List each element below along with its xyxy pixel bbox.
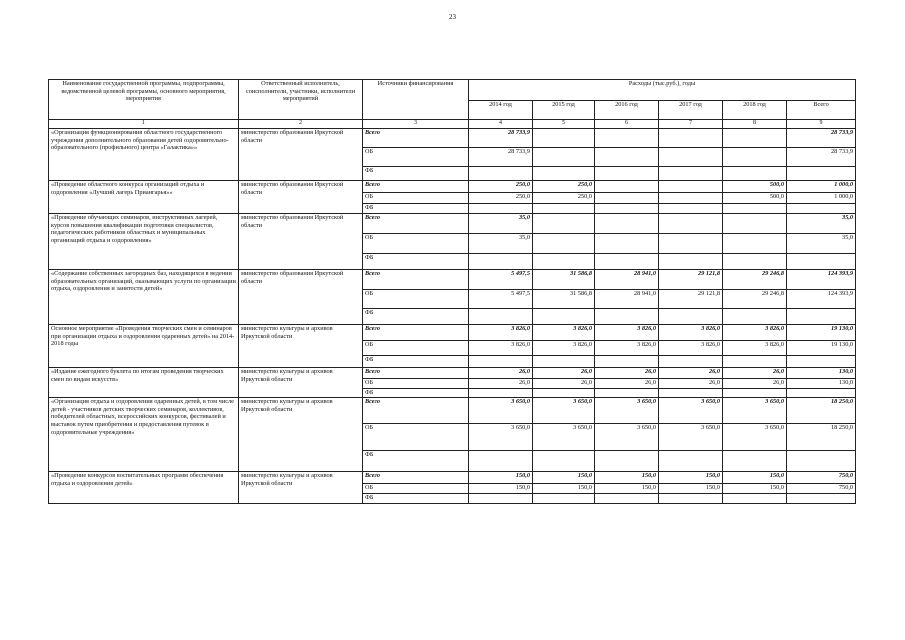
year-value: 3 650,0 bbox=[595, 424, 659, 451]
year-value bbox=[659, 193, 723, 204]
year-value bbox=[659, 214, 723, 234]
funding-source: ОБ bbox=[363, 379, 469, 389]
year-value: 26,0 bbox=[533, 379, 595, 389]
column-number: 3 bbox=[363, 120, 469, 129]
year-value: 35,0 bbox=[469, 214, 533, 234]
year-value bbox=[469, 494, 533, 504]
year-value: 29 121,8 bbox=[659, 270, 723, 290]
year-value bbox=[595, 494, 659, 504]
year-value bbox=[595, 356, 659, 368]
year-value: 3 826,0 bbox=[659, 341, 723, 356]
total-value bbox=[787, 451, 856, 472]
year-value: 150,0 bbox=[469, 472, 533, 484]
year-value bbox=[595, 234, 659, 254]
year-value: 3 826,0 bbox=[533, 341, 595, 356]
year-value: 5 497,5 bbox=[469, 290, 533, 309]
funding-source: ФБ bbox=[363, 494, 469, 504]
year-value bbox=[533, 309, 595, 325]
header-total: Всего bbox=[787, 101, 856, 120]
funding-source: Всего bbox=[363, 214, 469, 234]
measure-name: «Организация функционирования областного государственного учреждения дополнительного образования детей оздоровительно-образовательного (профильного) центра «Галактика»» bbox=[49, 129, 239, 181]
header-year: 2018 год bbox=[723, 101, 787, 120]
year-value: 26,0 bbox=[723, 368, 787, 379]
total-value: 28 733,9 bbox=[787, 148, 856, 167]
funding-source: Всего bbox=[363, 325, 469, 341]
table-row bbox=[49, 398, 856, 424]
funding-source: ОБ bbox=[363, 290, 469, 309]
total-value: 18 250,0 bbox=[787, 398, 856, 424]
funding-source: ОБ bbox=[363, 234, 469, 254]
measure-name: «Проведение областного конкурса организаций отдыха и оздоровления «Лучший лагерь Приангарья»» bbox=[49, 181, 239, 214]
year-value bbox=[469, 309, 533, 325]
year-value bbox=[595, 167, 659, 181]
year-value: 250,0 bbox=[533, 193, 595, 204]
year-value bbox=[723, 234, 787, 254]
year-value: 150,0 bbox=[659, 484, 723, 494]
year-value bbox=[723, 451, 787, 472]
year-value: 3 826,0 bbox=[723, 341, 787, 356]
responsible-executor: министерство образования Иркутской области bbox=[239, 181, 363, 214]
year-value: 3 826,0 bbox=[469, 341, 533, 356]
year-value bbox=[595, 148, 659, 167]
header-expenses: Расходы (тыс.руб.), годы bbox=[469, 80, 856, 101]
total-value bbox=[787, 494, 856, 504]
responsible-executor: министерство культуры и архивов Иркутской области bbox=[239, 368, 363, 398]
year-value bbox=[595, 214, 659, 234]
year-value bbox=[723, 167, 787, 181]
year-value bbox=[469, 254, 533, 270]
header-year: 2015 год bbox=[533, 101, 595, 120]
total-value: 35,0 bbox=[787, 214, 856, 234]
total-value: 124 393,9 bbox=[787, 290, 856, 309]
year-value bbox=[723, 214, 787, 234]
table-row bbox=[49, 325, 856, 341]
year-value: 150,0 bbox=[723, 472, 787, 484]
year-value: 3 650,0 bbox=[533, 398, 595, 424]
year-value bbox=[659, 389, 723, 398]
year-value: 150,0 bbox=[595, 472, 659, 484]
total-value bbox=[787, 356, 856, 368]
total-value: 124 393,9 bbox=[787, 270, 856, 290]
year-value bbox=[659, 451, 723, 472]
year-value bbox=[659, 167, 723, 181]
year-value: 3 650,0 bbox=[723, 424, 787, 451]
total-value: 18 250,0 bbox=[787, 424, 856, 451]
total-value: 1 000,0 bbox=[787, 193, 856, 204]
year-value: 150,0 bbox=[533, 484, 595, 494]
year-value: 3 826,0 bbox=[595, 341, 659, 356]
column-number: 6 bbox=[595, 120, 659, 129]
year-value: 35,0 bbox=[469, 234, 533, 254]
year-value: 3 650,0 bbox=[533, 424, 595, 451]
expenses-table bbox=[48, 79, 856, 504]
header-name: Наименование государственной программы, подпрограммы, ведомственной целевой программы, основного мероприятия, мероприятия bbox=[49, 80, 239, 120]
year-value bbox=[533, 148, 595, 167]
year-value bbox=[469, 356, 533, 368]
measure-name: «Организация отдыха и оздоровления одаренных детей, в том числе детей - участников детских творческих семинаров, коллективов, победителей областных, всероссийских конкурсов, фестивалей и выставок путем приобретения и предоставления путевок в оздоровительные учреждения» bbox=[49, 398, 239, 472]
year-value bbox=[469, 204, 533, 214]
funding-source: Всего bbox=[363, 129, 469, 148]
total-value bbox=[787, 309, 856, 325]
year-value: 26,0 bbox=[469, 368, 533, 379]
year-value: 3 650,0 bbox=[469, 398, 533, 424]
measure-name: «Проведение конкурсов воспитательных программ обеспечения отдыха и оздоровления детей» bbox=[49, 472, 239, 504]
year-value bbox=[659, 148, 723, 167]
year-value bbox=[533, 204, 595, 214]
year-value bbox=[533, 129, 595, 148]
year-value: 3 650,0 bbox=[595, 398, 659, 424]
header-year: 2014 год bbox=[469, 101, 533, 120]
responsible-executor: министерство образования Иркутской области bbox=[239, 270, 363, 325]
year-value bbox=[723, 254, 787, 270]
header-responsible: Ответственный исполнитель, соисполнители, участники, исполнители мероприятий bbox=[239, 80, 363, 120]
year-value: 28 941,0 bbox=[595, 270, 659, 290]
year-value bbox=[659, 204, 723, 214]
year-value bbox=[533, 494, 595, 504]
year-value bbox=[659, 254, 723, 270]
year-value: 31 586,8 bbox=[533, 290, 595, 309]
table-row bbox=[49, 129, 856, 148]
total-value bbox=[787, 204, 856, 214]
year-value bbox=[595, 181, 659, 193]
funding-source: Всего bbox=[363, 270, 469, 290]
year-value bbox=[659, 181, 723, 193]
year-value: 28 733,9 bbox=[469, 129, 533, 148]
year-value: 3 826,0 bbox=[595, 325, 659, 341]
year-value bbox=[469, 389, 533, 398]
year-value bbox=[595, 204, 659, 214]
total-value bbox=[787, 389, 856, 398]
column-number: 2 bbox=[239, 120, 363, 129]
header-year: 2017 год bbox=[659, 101, 723, 120]
funding-source: ФБ bbox=[363, 167, 469, 181]
year-value: 150,0 bbox=[469, 484, 533, 494]
year-value bbox=[595, 389, 659, 398]
year-value bbox=[595, 193, 659, 204]
total-value bbox=[787, 254, 856, 270]
table-row bbox=[49, 270, 856, 290]
funding-source: ОБ bbox=[363, 341, 469, 356]
year-value: 3 826,0 bbox=[659, 325, 723, 341]
year-value bbox=[723, 309, 787, 325]
total-value: 28 733,9 bbox=[787, 129, 856, 148]
year-value bbox=[723, 494, 787, 504]
year-value: 250,0 bbox=[469, 193, 533, 204]
year-value bbox=[533, 167, 595, 181]
year-value bbox=[659, 234, 723, 254]
header-year: 2016 год bbox=[595, 101, 659, 120]
year-value bbox=[533, 214, 595, 234]
funding-source: ФБ bbox=[363, 309, 469, 325]
year-value bbox=[723, 204, 787, 214]
funding-source: Всего bbox=[363, 368, 469, 379]
year-value: 250,0 bbox=[469, 181, 533, 193]
funding-source: Всего bbox=[363, 398, 469, 424]
total-value: 35,0 bbox=[787, 234, 856, 254]
total-value bbox=[787, 167, 856, 181]
column-number: 5 bbox=[533, 120, 595, 129]
year-value: 26,0 bbox=[723, 379, 787, 389]
year-value: 26,0 bbox=[659, 379, 723, 389]
column-number: 7 bbox=[659, 120, 723, 129]
page-number: 23 bbox=[449, 13, 456, 21]
year-value: 150,0 bbox=[659, 472, 723, 484]
year-value: 3 650,0 bbox=[659, 424, 723, 451]
year-value bbox=[595, 309, 659, 325]
column-number: 4 bbox=[469, 120, 533, 129]
total-value: 130,0 bbox=[787, 368, 856, 379]
measure-name: «Издание ежегодного буклета по итогам проведения творческих смен по видам искусств» bbox=[49, 368, 239, 398]
year-value: 3 826,0 bbox=[723, 325, 787, 341]
year-value bbox=[469, 167, 533, 181]
year-value bbox=[723, 129, 787, 148]
year-value bbox=[659, 129, 723, 148]
total-value: 750,0 bbox=[787, 484, 856, 494]
column-number: 1 bbox=[49, 120, 239, 129]
year-value: 26,0 bbox=[595, 379, 659, 389]
funding-source: Всего bbox=[363, 181, 469, 193]
total-value: 19 130,0 bbox=[787, 341, 856, 356]
funding-source: ФБ bbox=[363, 451, 469, 472]
year-value: 500,0 bbox=[723, 193, 787, 204]
year-value: 26,0 bbox=[533, 368, 595, 379]
total-value: 19 130,0 bbox=[787, 325, 856, 341]
table-row bbox=[49, 214, 856, 234]
total-value: 750,0 bbox=[787, 472, 856, 484]
total-value: 130,0 bbox=[787, 379, 856, 389]
funding-source: ОБ bbox=[363, 424, 469, 451]
responsible-executor: министерство образования Иркутской области bbox=[239, 129, 363, 181]
year-value: 150,0 bbox=[723, 484, 787, 494]
year-value bbox=[533, 254, 595, 270]
year-value bbox=[533, 451, 595, 472]
funding-source: ФБ bbox=[363, 204, 469, 214]
table-row bbox=[49, 181, 856, 193]
funding-source: ОБ bbox=[363, 193, 469, 204]
year-value: 150,0 bbox=[533, 472, 595, 484]
year-value bbox=[533, 356, 595, 368]
funding-source: ОБ bbox=[363, 484, 469, 494]
year-value bbox=[659, 309, 723, 325]
year-value: 3 650,0 bbox=[469, 424, 533, 451]
funding-source: ФБ bbox=[363, 356, 469, 368]
column-number: 9 bbox=[787, 120, 856, 129]
funding-source: ФБ bbox=[363, 389, 469, 398]
year-value: 3 650,0 bbox=[723, 398, 787, 424]
year-value: 28 733,9 bbox=[469, 148, 533, 167]
table-row bbox=[49, 472, 856, 484]
year-value: 150,0 bbox=[595, 484, 659, 494]
year-value bbox=[595, 451, 659, 472]
table-row bbox=[49, 368, 856, 379]
responsible-executor: министерство культуры и архивов Иркутской области bbox=[239, 472, 363, 504]
measure-name: «Содержание собственных загородных баз, находящихся в ведении образовательных организаций, оказывающих услуги по организации отдыха, оздоровления и занятости детей» bbox=[49, 270, 239, 325]
year-value: 5 497,5 bbox=[469, 270, 533, 290]
year-value bbox=[659, 494, 723, 504]
column-number: 8 bbox=[723, 120, 787, 129]
year-value bbox=[595, 129, 659, 148]
header-source: Источники финансирования bbox=[363, 80, 469, 120]
funding-source: ФБ bbox=[363, 254, 469, 270]
year-value: 3 826,0 bbox=[533, 325, 595, 341]
year-value: 26,0 bbox=[469, 379, 533, 389]
total-value: 1 000,0 bbox=[787, 181, 856, 193]
responsible-executor: министерство культуры и архивов Иркутской области bbox=[239, 398, 363, 472]
year-value: 29 121,8 bbox=[659, 290, 723, 309]
year-value: 500,0 bbox=[723, 181, 787, 193]
year-value: 3 650,0 bbox=[659, 398, 723, 424]
year-value: 28 941,0 bbox=[595, 290, 659, 309]
measure-name: «Проведение обучающих семинаров, инструктивных лагерей, курсов повышения квалификации подготовки специалистов, педагогических работников областных и муниципальных организаций отдыха и оздоровления» bbox=[49, 214, 239, 270]
measure-name: Основное мероприятие «Проведения творческих смен и семинаров при организации отдыха и оздоровления одаренных детей» на 2014-2018 годы bbox=[49, 325, 239, 368]
year-value bbox=[469, 451, 533, 472]
year-value: 31 586,8 bbox=[533, 270, 595, 290]
funding-source: Всего bbox=[363, 472, 469, 484]
year-value bbox=[723, 356, 787, 368]
year-value bbox=[595, 254, 659, 270]
year-value: 250,0 bbox=[533, 181, 595, 193]
responsible-executor: министерство образования Иркутской области bbox=[239, 214, 363, 270]
year-value bbox=[723, 389, 787, 398]
year-value: 26,0 bbox=[595, 368, 659, 379]
year-value bbox=[659, 356, 723, 368]
year-value: 29 246,8 bbox=[723, 290, 787, 309]
funding-source: ОБ bbox=[363, 148, 469, 167]
year-value bbox=[533, 389, 595, 398]
year-value bbox=[533, 234, 595, 254]
year-value bbox=[723, 148, 787, 167]
year-value: 29 246,8 bbox=[723, 270, 787, 290]
year-value: 26,0 bbox=[659, 368, 723, 379]
year-value: 3 826,0 bbox=[469, 325, 533, 341]
responsible-executor: министерство культуры и архивов Иркутской области bbox=[239, 325, 363, 368]
